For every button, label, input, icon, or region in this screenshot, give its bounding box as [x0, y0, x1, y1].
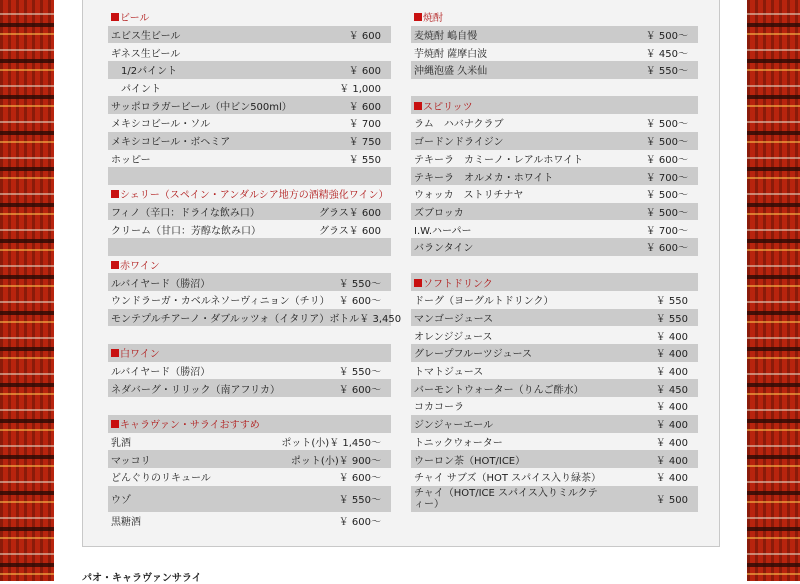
menu-item	[411, 397, 698, 415]
item-name: ウーロン茶（HOT/ICE）	[414, 455, 526, 467]
section-heading	[108, 8, 391, 26]
menu-column-right	[411, 8, 698, 512]
menu-item	[411, 468, 698, 486]
item-name: パイント	[121, 84, 161, 96]
item-name: ドーグ（ヨーグルトドリンク）	[414, 296, 554, 308]
menu-item	[411, 26, 698, 44]
menu-item	[108, 512, 391, 530]
menu-item	[108, 132, 391, 150]
item-name: 乳酒	[111, 437, 131, 449]
item-price: ￥ 550～	[338, 495, 381, 507]
section-title: ソフトドリンク	[414, 275, 493, 290]
menu-item	[411, 309, 698, 327]
item-name: バーモントウォーター（りんご酢水）	[414, 384, 584, 396]
menu-item	[108, 433, 391, 451]
item-price: ￥ 600	[348, 31, 381, 43]
item-price: ポット(小)￥ 1,450～	[281, 437, 381, 449]
menu-item	[108, 96, 391, 114]
menu-item	[108, 486, 391, 512]
item-name: トニックウォーター	[414, 437, 503, 449]
menu-item	[411, 43, 698, 61]
item-name: 芋焼酎 薩摩白波	[414, 48, 488, 60]
menu-item	[108, 379, 391, 397]
menu-item	[108, 61, 391, 79]
item-name: 沖縄泡盛 久米仙	[414, 66, 488, 78]
item-price: ￥ 500～	[645, 119, 688, 131]
item-name: 麦焼酎 嶋自慢	[414, 31, 478, 43]
item-price: ￥ 400	[655, 420, 688, 432]
item-name: フィノ（辛口：ドライな飲み口）	[111, 207, 260, 219]
item-price: ￥ 600	[348, 66, 381, 78]
spacer-row	[108, 238, 391, 256]
item-name: ジンジャーエール	[414, 420, 494, 432]
section-title: 焼酎	[414, 9, 443, 24]
item-price: ￥ 500～	[645, 190, 688, 202]
spacer-row	[411, 256, 698, 274]
menu-item	[108, 468, 391, 486]
item-price: ￥ 550	[348, 154, 381, 166]
item-name: ギネス生ビール	[111, 48, 181, 60]
section-title: ビール	[111, 9, 149, 24]
section-title: 白ワイン	[111, 345, 160, 360]
section-heading	[108, 185, 391, 203]
decorative-border-left	[0, 0, 54, 581]
spacer-row	[108, 397, 391, 415]
item-name: ルバイヤード（勝沼）	[111, 278, 211, 290]
shop-name: パオ・キャラヴァンサライ	[82, 573, 202, 584]
item-name: ゴードンドライジン	[414, 137, 504, 149]
menu-item	[411, 203, 698, 221]
menu-item	[411, 362, 698, 380]
menu-item	[411, 486, 698, 512]
menu-item	[411, 220, 698, 238]
spacer-row	[108, 326, 391, 344]
item-name: ネダバーグ・リリック（南アフリカ）	[111, 384, 280, 396]
menu-item	[108, 450, 391, 468]
menu-item	[108, 309, 402, 327]
item-price: ￥ 450	[655, 384, 688, 396]
item-price: ￥ 700	[348, 119, 381, 131]
section-heading	[108, 344, 391, 362]
item-name: テキーラ カミーノ・レアルホワイト	[414, 154, 584, 166]
item-price: ￥ 600～	[645, 243, 688, 255]
section-heading	[108, 415, 391, 433]
item-price: ￥ 400	[655, 402, 688, 414]
item-price: ￥ 700～	[645, 225, 688, 237]
menu-item	[411, 344, 698, 362]
menu-item	[108, 291, 391, 309]
menu-item	[108, 273, 391, 291]
menu-item	[411, 326, 698, 344]
item-price: ￥ 400	[655, 455, 688, 467]
drink-menu-panel	[82, 0, 720, 547]
item-price: ポット(小)￥ 900～	[290, 455, 381, 467]
section-title: 赤ワイン	[111, 257, 160, 272]
menu-item	[411, 61, 698, 79]
spacer-row	[411, 79, 698, 97]
item-name: ルバイヤード（勝沼）	[111, 367, 211, 379]
item-price: ￥ 600～	[645, 154, 688, 166]
item-price: グラス￥ 600	[319, 225, 381, 237]
item-price: ￥ 400	[655, 349, 688, 361]
menu-item	[108, 203, 391, 221]
item-price: ￥ 1,000	[339, 84, 381, 96]
section-heading	[411, 8, 698, 26]
item-name: ズブロッカ	[414, 207, 464, 219]
item-price: グラス￥ 600	[319, 207, 381, 219]
item-price: ￥ 550～	[338, 367, 381, 379]
section-title: スピリッツ	[414, 98, 473, 113]
item-name: トマトジュース	[414, 367, 484, 379]
item-name: クリーム（甘口：芳醇な飲み口）	[111, 225, 261, 237]
item-name: 黒糖酒	[111, 516, 141, 528]
menu-item	[108, 26, 391, 44]
section-heading	[108, 256, 391, 274]
item-name: オレンジジュース	[414, 331, 493, 343]
item-price: ￥ 550～	[645, 66, 688, 78]
item-name: どんぐりのリキュール	[111, 473, 211, 485]
item-name: チャイ（HOT/ICE スパイス入りミルクティー）	[414, 487, 598, 510]
item-name: サッポロラガービール（中ビン500ml）	[111, 101, 292, 113]
item-price: ￥ 400	[655, 437, 688, 449]
item-price: ￥ 450～	[645, 48, 688, 60]
menu-item	[108, 362, 391, 380]
menu-item	[411, 415, 698, 433]
section-heading	[411, 96, 698, 114]
menu-item	[411, 238, 698, 256]
section-title: キャラヴァン・サライおすすめ	[111, 416, 260, 431]
menu-column-left	[108, 8, 402, 529]
item-name: ウンドラーガ・カベルネソーヴィニョン（チリ）	[111, 296, 330, 308]
item-price: ￥ 600～	[338, 384, 381, 396]
item-name: グレープフルーツジュース	[414, 349, 532, 361]
spacer-row	[108, 167, 391, 185]
item-name: エビス生ビール	[111, 31, 181, 43]
section-heading	[411, 273, 698, 291]
item-name: テキーラ オルメカ・ホワイト	[414, 172, 554, 184]
menu-item	[108, 150, 391, 168]
item-name: モンテプルチアーノ・ダブルッツォ（イタリア）	[111, 314, 330, 326]
item-price: ボトル￥ 3,450	[329, 314, 402, 326]
menu-item	[411, 132, 698, 150]
menu-item	[411, 291, 698, 309]
menu-item	[411, 433, 698, 451]
item-price: ￥ 600～	[338, 473, 381, 485]
menu-item	[108, 79, 391, 97]
item-name: 1/2パイント	[121, 66, 178, 78]
menu-item	[108, 114, 391, 132]
item-price: ￥ 600～	[338, 516, 381, 528]
item-price: ￥ 400	[655, 473, 688, 485]
item-price: ￥ 400	[655, 367, 688, 379]
item-price: ￥ 600～	[338, 296, 381, 308]
item-name: マッコリ	[111, 455, 151, 467]
item-name: メキシコビール・ボヘミア	[111, 137, 231, 149]
menu-item	[411, 379, 698, 397]
item-price: ￥ 500～	[645, 207, 688, 219]
item-name: ラム ハバナクラブ	[414, 119, 504, 131]
item-name: メキシコビール・ソル	[111, 119, 211, 131]
section-title: シェリー（スペイン・アンダルシア地方の酒精強化ワイン）	[111, 186, 388, 201]
item-price: ￥ 550	[655, 314, 688, 326]
item-name: ホッピー	[111, 154, 151, 166]
item-price: ￥ 400	[655, 331, 688, 343]
item-price: ￥ 550	[655, 296, 688, 308]
item-name: マンゴージュース	[414, 314, 494, 326]
item-name: I.W.ハーパー	[414, 225, 472, 237]
item-price: ￥ 600	[348, 101, 381, 113]
item-price: ￥ 500～	[645, 31, 688, 43]
decorative-border-right	[747, 0, 800, 581]
menu-item	[411, 450, 698, 468]
item-price: ￥ 500	[655, 495, 688, 507]
menu-item	[411, 150, 698, 168]
menu-item	[108, 220, 391, 238]
item-name: チャイ サブズ（HOT スパイス入り緑茶）	[414, 473, 602, 485]
menu-item	[411, 114, 698, 132]
menu-item	[108, 43, 391, 61]
item-name: ウォッカ ストリチナヤ	[414, 190, 524, 202]
item-name: コカコーラ	[414, 402, 464, 414]
item-price: ￥ 500～	[645, 137, 688, 149]
item-price: ￥ 550～	[338, 278, 381, 290]
item-price: ￥ 750	[348, 137, 381, 149]
menu-item	[411, 167, 698, 185]
item-name: ウゾ	[111, 495, 131, 507]
item-price: ￥ 700～	[645, 172, 688, 184]
menu-item	[411, 185, 698, 203]
item-name: バランタイン	[414, 243, 474, 255]
